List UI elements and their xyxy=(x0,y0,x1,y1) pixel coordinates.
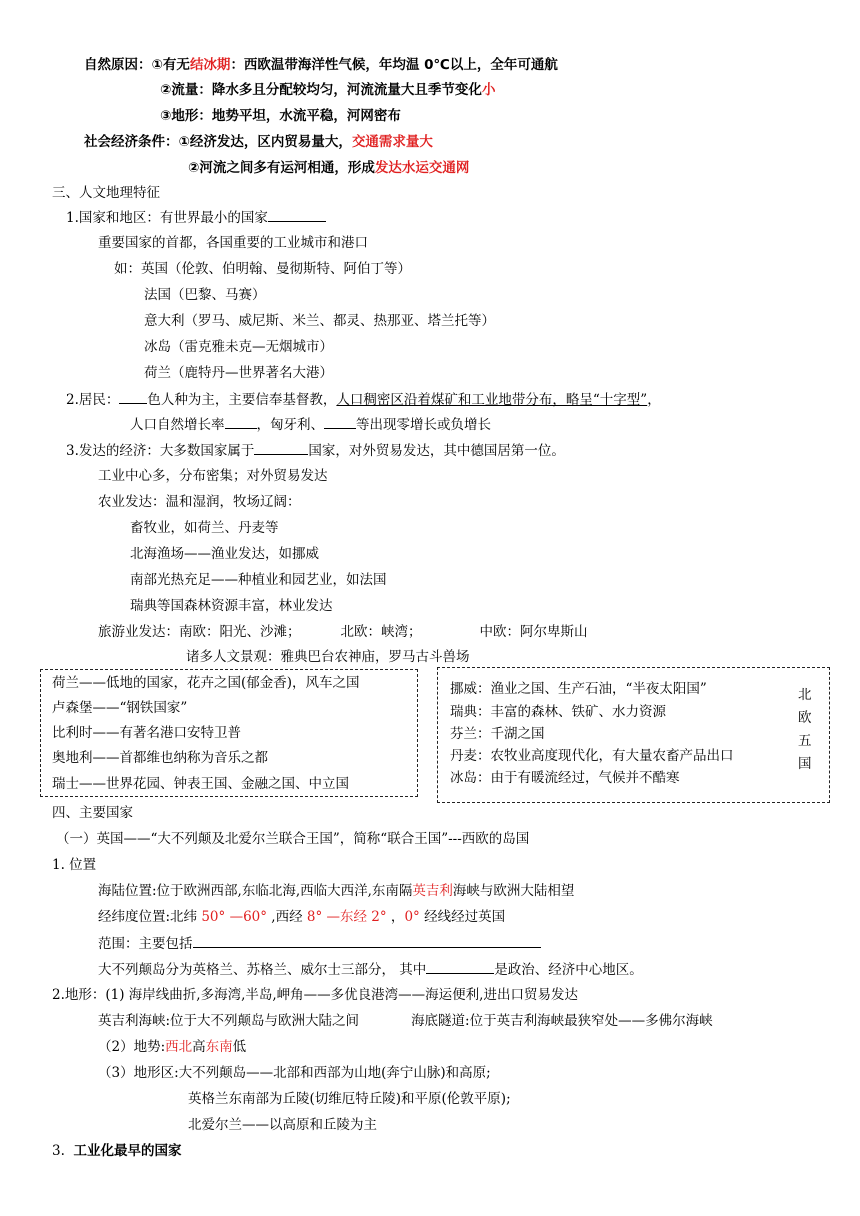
landmarks-line: 诸多人文景观：雅典巴台农神庙，罗马古斗兽场 xyxy=(186,649,470,665)
blank-growth-rate xyxy=(225,414,257,429)
landform-line-1: （3）地形区:大不列颠岛——北部和西部为山地(奔宁山脉)和高原; xyxy=(98,1065,491,1081)
channel-line: 英吉利海峡:位于大不列颠岛与欧洲大陆之间 海底隧道:位于英吉利海峡最狭窄处——多佛尔海峡 xyxy=(98,1013,713,1029)
box-item-austria: 奥地利——首都维也纳称为音乐之都 xyxy=(52,750,268,766)
growth-line: 人口自然增长率 ，匈牙利、 等出现零增长或负增长 xyxy=(130,414,491,435)
lat-lon-position: 经纬度位置:北纬 50° —60° ,西经 8° —东经 2° ，0° 经线经过英国 xyxy=(98,909,506,925)
natural-reason-line: 自然原因：①有无结冰期：西欧温带海洋性气候，年均温 0℃以上，全年可通航 xyxy=(84,57,558,73)
box-item-netherlands: 荷兰——低地的国家，花卉之国(郁金香)，风车之国 xyxy=(52,675,360,691)
netherlands-line: 荷兰（鹿特丹—世界著名大港） xyxy=(144,365,333,381)
sea-land-position: 海陆位置:位于欧洲西部,东临北海,西临大西洋,东南隔英吉利海峡与欧洲大陆相望 xyxy=(98,883,575,899)
forestry-line: 瑞典等国森林资源丰富，林业发达 xyxy=(130,598,333,614)
residents-line: 2.居民： 色人种为主，主要信奉基督教，人口稠密区沿着煤矿和工业地带分布，略呈“十字型”， xyxy=(66,389,661,410)
industrialization-heading: 3. 工业化最早的国家 xyxy=(52,1143,182,1159)
canal-line: ②河流之间多有运河相通，形成发达水运交通网 xyxy=(188,160,470,176)
agriculture-line: 农业发达：温和湿润，牧场辽阔： xyxy=(98,494,301,510)
nordic-label-4: 国 xyxy=(798,756,812,772)
section4-heading: 四、主要国家 xyxy=(52,805,133,821)
fishery-line: 北海渔场——渔业发达，如挪威 xyxy=(130,546,319,562)
livestock-line: 畜牧业，如荷兰、丹麦等 xyxy=(130,520,279,536)
landform-line-3: 北爱尔兰——以高原和丘陵为主 xyxy=(188,1117,377,1133)
blank-race xyxy=(119,389,147,404)
tourism-line: 旅游业发达：南欧：阳光、沙滩； 北欧：峡湾； 中欧：阿尔卑斯山 xyxy=(98,624,588,640)
section3-heading: 三、人文地理特征 xyxy=(52,185,160,201)
uk-cities-line: 如：英国（伦敦、伯明翰、曼彻斯特、阿伯丁等） xyxy=(114,261,411,277)
blank-country xyxy=(324,414,356,429)
box-item-luxembourg: 卢森堡——“钢铁国家” xyxy=(52,700,188,716)
blank-smallest-country xyxy=(268,207,326,222)
uk-title: （一）英国——“大不列颠及北爱尔兰联合王国”，简称“联合王国”---西欧的岛国 xyxy=(56,831,530,847)
landform-line-2: 英格兰东南部为丘陵(切维厄特丘陵)和平原(伦敦平原); xyxy=(188,1091,511,1107)
box-item-finland: 芬兰：千湖之国 xyxy=(450,726,545,742)
france-cities-line: 法国（巴黎、马赛） xyxy=(144,287,266,303)
countries-line: 1.国家和地区：有世界最小的国家 xyxy=(66,207,326,228)
industry-line: 工业中心多，分布密集；对外贸易发达 xyxy=(98,468,328,484)
terrain-line: ③地形：地势平坦，水流平稳，河网密布 xyxy=(160,108,401,124)
box-item-switzerland: 瑞士——世界花园、钟表王国、金融之国、中立国 xyxy=(52,776,349,792)
blank-range xyxy=(193,933,541,948)
nordic-label-3: 五 xyxy=(798,733,812,749)
blank-economy-type xyxy=(254,440,308,455)
horticulture-line: 南部光热充足——种植业和园艺业，如法国 xyxy=(130,572,387,588)
box-item-belgium: 比利时——有著名港口安特卫普 xyxy=(52,725,241,741)
iceland-line: 冰岛（雷克雅未克—无烟城市） xyxy=(144,339,333,355)
box-item-sweden: 瑞典：丰富的森林、铁矿、水力资源 xyxy=(450,704,666,720)
box-item-iceland: 冰岛：由于有暖流经过，气候并不酷寒 xyxy=(450,770,680,786)
relief-line: （2）地势:西北高东南低 xyxy=(98,1039,247,1055)
range-line: 范围：主要包括 xyxy=(98,933,541,954)
island-line: 大不列颠岛分为英格兰、苏格兰、威尔士三部分， 其中 是政治、经济中心地区。 xyxy=(98,959,643,980)
box-item-denmark: 丹麦：农牧业高度现代化，有大量农畜产品出口 xyxy=(450,748,734,764)
economy-line: 3.发达的经济：大多数国家属于 国家，对外贸易发达，其中德国居第一位。 xyxy=(66,440,565,461)
italy-cities-line: 意大利（罗马、威尼斯、米兰、都灵、热那亚、塔兰托等） xyxy=(144,313,495,329)
social-line: 社会经济条件：①经济发达，区内贸易量大，交通需求量大 xyxy=(84,134,433,150)
capitals-line: 重要国家的首都，各国重要的工业城市和港口 xyxy=(98,235,368,251)
nordic-label-1: 北 xyxy=(798,687,812,703)
terrain-coast-line: 2.地形：(1) 海岸线曲折,多海湾,半岛,岬角——多优良港湾——海运便利,进出口贸易发达 xyxy=(52,987,578,1003)
blank-center-region xyxy=(426,959,494,974)
position-heading: 1. 位置 xyxy=(52,857,97,873)
nordic-label-2: 欧 xyxy=(798,710,812,726)
box-item-norway: 挪威：渔业之国、生产石油，“半夜太阳国” xyxy=(450,681,707,697)
flow-line: ②流量：降水多且分配较均匀，河流流量大且季节变化小 xyxy=(160,82,496,98)
